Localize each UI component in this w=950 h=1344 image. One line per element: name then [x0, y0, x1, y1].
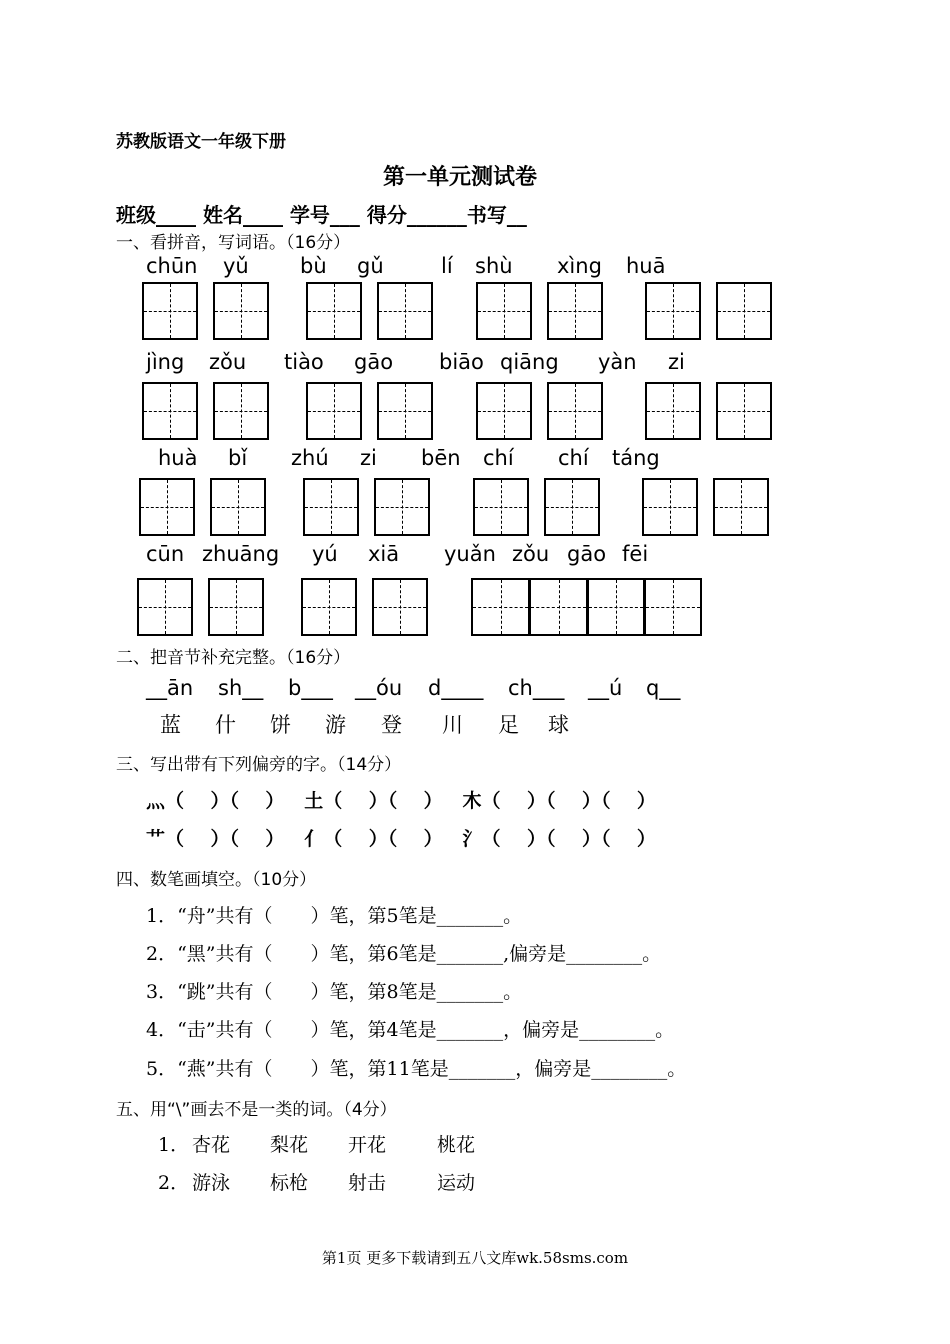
writing-box[interactable]: [137, 578, 193, 636]
writing-box[interactable]: [476, 382, 532, 440]
section-2-heading: 二、把音节补充完整。（16分）: [116, 648, 351, 668]
hanzi: 什: [215, 713, 236, 737]
syllable-blank[interactable]: ch___: [508, 676, 565, 700]
section-3-heading: 三、写出带有下列偏旁的字。（14分）: [116, 755, 402, 775]
page-footer: 第1页 更多下载请到五八文库wk.58sms.com: [321, 1249, 629, 1267]
pinyin: jìng: [146, 350, 185, 374]
word-option[interactable]: 射击: [348, 1172, 387, 1194]
syllable-blank[interactable]: __ú: [588, 676, 623, 700]
hanzi: 蓝: [160, 713, 181, 737]
pinyin: chūn: [146, 254, 198, 278]
pinyin: chí: [558, 446, 589, 470]
section-4-heading: 四、数笔画填空。（10分）: [116, 870, 317, 890]
writing-box[interactable]: [301, 578, 357, 636]
writing-box[interactable]: [587, 578, 645, 636]
pinyin: bù: [300, 254, 327, 278]
writing-box[interactable]: [213, 282, 269, 340]
writing-box[interactable]: [374, 478, 430, 536]
student-info-line: 班级____ 姓名____ 学号___ 得分______书写__: [116, 203, 527, 227]
writing-box[interactable]: [529, 578, 588, 636]
hanzi: 球: [548, 713, 569, 737]
hanzi: 足: [498, 713, 519, 737]
word-option[interactable]: 开花: [348, 1134, 387, 1156]
word-option[interactable]: 梨花: [270, 1134, 309, 1156]
writing-box[interactable]: [476, 282, 532, 340]
hanzi: 饼: [270, 713, 291, 737]
pinyin: yuǎn: [444, 542, 496, 566]
writing-box[interactable]: [547, 282, 603, 340]
writing-box[interactable]: [377, 282, 433, 340]
stroke-question[interactable]: 4．“击”共有（ ）笔，第4笔是_______，偏旁是________。: [146, 1019, 675, 1041]
writing-box[interactable]: [377, 382, 433, 440]
pinyin: huā: [626, 254, 666, 278]
stroke-question[interactable]: 2．“黑”共有（ ）笔，第6笔是_______,偏旁是________。: [146, 943, 662, 965]
writing-box[interactable]: [642, 478, 698, 536]
book-title: 苏教版语文一年级下册: [116, 132, 286, 152]
word-option[interactable]: 标枪: [270, 1172, 309, 1194]
item-number: 1．: [158, 1134, 190, 1156]
syllable-blank[interactable]: q__: [646, 676, 681, 700]
hanzi: 川: [442, 713, 463, 737]
pinyin: biāo: [439, 350, 484, 374]
pinyin: zhuāng: [202, 542, 280, 566]
hanzi: 游: [325, 713, 346, 737]
word-option[interactable]: 杏花: [192, 1134, 231, 1156]
radical-line-2[interactable]: 艹（ ）（ ） 亻（ ）（ ） 氵（ ）（ ）（ ）: [146, 828, 656, 850]
pinyin: qiāng: [500, 350, 559, 374]
pinyin: gāo: [567, 542, 607, 566]
stroke-question[interactable]: 5．“燕”共有（ ）笔，第11笔是_______，偏旁是________。: [146, 1058, 687, 1080]
pinyin: yǔ: [223, 254, 249, 278]
pinyin: zi: [360, 446, 377, 470]
syllable-blank[interactable]: sh__: [218, 676, 264, 700]
pinyin: cūn: [146, 542, 185, 566]
writing-box[interactable]: [473, 478, 529, 536]
pinyin: lí: [441, 254, 453, 278]
pinyin: táng: [612, 446, 660, 470]
pinyin: zǒu: [209, 350, 247, 374]
syllable-blank[interactable]: __óu: [355, 676, 403, 700]
stroke-question[interactable]: 3．“跳”共有（ ）笔，第8笔是_______。: [146, 981, 523, 1003]
pinyin: bēn: [421, 446, 461, 470]
section-5-heading: 五、用“\”画去不是一类的词。（4分）: [116, 1100, 397, 1120]
syllable-blank[interactable]: b___: [288, 676, 333, 700]
writing-box[interactable]: [303, 478, 359, 536]
writing-box[interactable]: [213, 382, 269, 440]
pinyin: shù: [475, 254, 513, 278]
radical-line-1[interactable]: 灬（ ）（ ） 土（ ）（ ） 木（ ）（ ）（ ）: [146, 790, 656, 812]
syllable-blank[interactable]: __ān: [146, 676, 194, 700]
pinyin: xìng: [557, 254, 602, 278]
writing-box[interactable]: [645, 282, 701, 340]
item-number: 2．: [158, 1172, 190, 1194]
writing-box[interactable]: [547, 382, 603, 440]
writing-box[interactable]: [210, 478, 266, 536]
word-option[interactable]: 游泳: [192, 1172, 231, 1194]
writing-box[interactable]: [372, 578, 428, 636]
word-option[interactable]: 桃花: [437, 1134, 476, 1156]
pinyin: chí: [483, 446, 514, 470]
writing-box[interactable]: [142, 282, 198, 340]
pinyin: fēi: [622, 542, 649, 566]
writing-box[interactable]: [208, 578, 264, 636]
pinyin: yàn: [598, 350, 637, 374]
pinyin: zǒu: [512, 542, 550, 566]
pinyin: yú: [312, 542, 338, 566]
writing-box[interactable]: [716, 282, 772, 340]
pinyin: zi: [668, 350, 685, 374]
pinyin: gāo: [354, 350, 394, 374]
pinyin: tiào: [284, 350, 324, 374]
pinyin: gǔ: [357, 254, 384, 278]
writing-box[interactable]: [645, 382, 701, 440]
syllable-blank[interactable]: d____: [428, 676, 484, 700]
writing-box[interactable]: [644, 578, 702, 636]
pinyin: zhú: [291, 446, 329, 470]
writing-box[interactable]: [306, 282, 362, 340]
page-title: 第一单元测试卷: [383, 165, 538, 190]
hanzi: 登: [381, 713, 402, 737]
writing-box[interactable]: [471, 578, 530, 636]
writing-box[interactable]: [713, 478, 769, 536]
pinyin: huà: [158, 446, 198, 470]
word-option[interactable]: 运动: [437, 1172, 476, 1194]
writing-box[interactable]: [139, 478, 195, 536]
section-1-heading: 一、看拼音，写词语。（16分）: [116, 233, 351, 253]
writing-box[interactable]: [142, 382, 198, 440]
stroke-question[interactable]: 1．“舟”共有（ ）笔，第5笔是_______。: [146, 905, 523, 927]
writing-box[interactable]: [716, 382, 772, 440]
writing-box[interactable]: [306, 382, 362, 440]
pinyin: bǐ: [228, 446, 248, 470]
writing-box[interactable]: [544, 478, 600, 536]
pinyin: xiā: [368, 542, 400, 566]
